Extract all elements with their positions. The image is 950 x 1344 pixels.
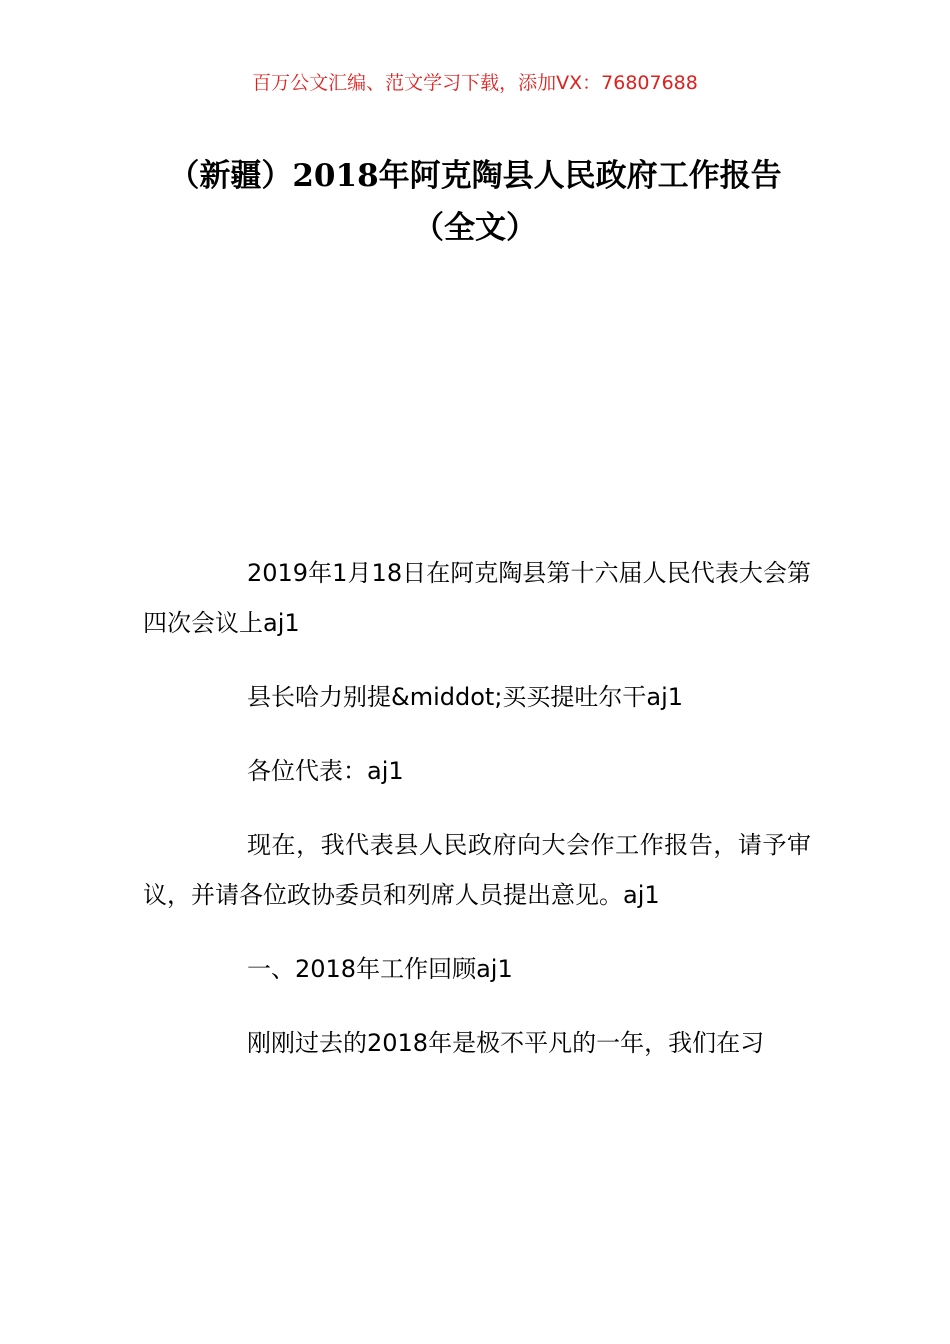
paragraph-intro: 现在，我代表县人民政府向大会作工作报告，请予审议，并请各位政协委员和列席人员提出意见。aj1 [143, 831, 811, 909]
paragraph-speaker: 县长哈力别提&middot;买买提吐尔干aj1 [247, 683, 684, 711]
document-body [143, 548, 811, 1092]
paragraph-review-start: 刚刚过去的2018年是极不平凡的一年，我们在习 [247, 1029, 765, 1057]
document-title: （新疆）2018年阿克陶县人民政府工作报告（全文） [168, 158, 782, 246]
header-watermark-note: 百万公文汇编、范文学习下载，添加VX：76807688 [252, 72, 698, 94]
section-heading-review: 一、2018年工作回顾aj1 [247, 955, 513, 983]
paragraph-salutation: 各位代表：aj1 [247, 757, 404, 785]
paragraph-meeting-info: 2019年1月18日在阿克陶县第十六届人民代表大会第四次会议上aj1 [143, 559, 811, 637]
